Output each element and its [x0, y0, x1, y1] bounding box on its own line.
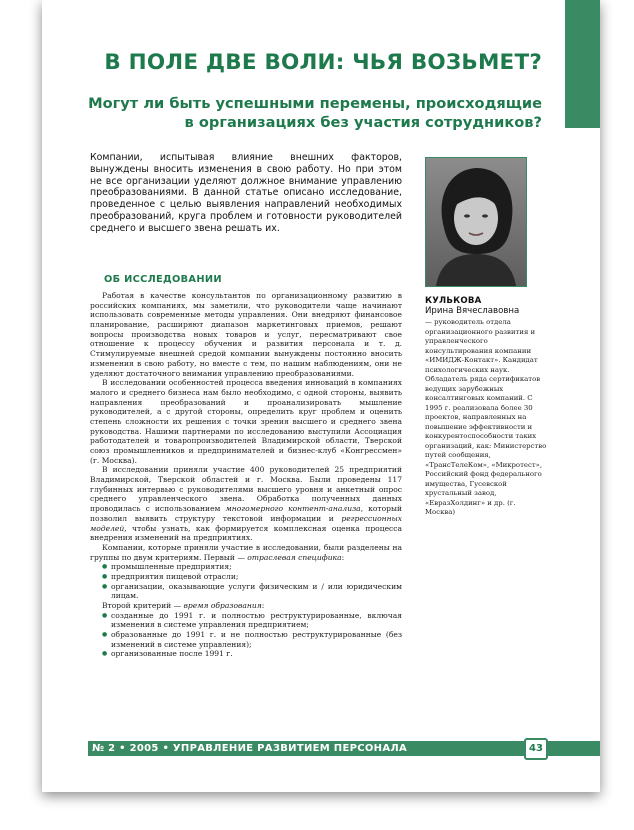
list-item: ● промышленные предприятия;: [102, 562, 402, 572]
author-name-block: [425, 296, 545, 316]
paragraph-3-text-c: , чтобы узнать, как формируется комплексная оценка процесса внедрения изменений на предприятиях.: [90, 523, 402, 543]
paragraph-3-text-a: В исследовании приняли участие 400 руководителей 25 предприятий Владимирской, Тверской областей и г. Москва. Были проведены 117 глубинных интервью с руководителями высшего уровня и анкетный опрос среднего управленческого звена. Обработка полученных данных проводилась с использованием: [90, 465, 402, 514]
criteria-list-1: [90, 562, 402, 601]
article-body: [90, 291, 402, 659]
subtitle-line-2: в организациях без участия сотрудников?: [184, 114, 542, 131]
paragraph-4-text-b: :: [341, 552, 345, 562]
list-item: ● предприятия пищевой отрасли;: [102, 572, 402, 582]
list-item: ● созданные до 1991 г. и полностью реструктурированные, включая изменения в системе управления предприятием;: [102, 611, 402, 630]
paragraph-5-text-b: :: [261, 601, 265, 610]
paragraph-5-text-a: Второй критерий —: [102, 601, 184, 610]
paragraph-4-text-a: Компании, которые приняли участие в исследовании, были разделены на группы по двум критериям. Первый —: [90, 542, 402, 562]
author-photo: [425, 157, 527, 287]
paragraph-5-emphasis: время образования: [183, 601, 262, 610]
author-given-name: Ирина Вячеславовна: [425, 306, 520, 317]
list-item: ● организованные после 1991 г.: [102, 649, 402, 659]
article-title: В ПОЛЕ ДВЕ ВОЛИ: ЧЬЯ ВОЗЬМЕТ?: [104, 50, 542, 75]
paragraph-4: [90, 543, 402, 562]
paragraph-2: В исследовании особенностей процесса введения инноваций в компаниях малого и среднего бизнеса нам было необходимо, с одной стороны, выявить направления преобразований и проанализировать мышление руководителей, а с другой стороны, определить круг проблем и оценить степень сложности их решения с точки зрения высшего и среднего звена руководства. Нашими партнерами по исследованию выступили Ассоциация работодателей и товаропроизводителей Владимирской области, Тверской союз промышленников и предпринимателей и бизнес-клуб «Конгрессмен» (г. Москва).: [90, 378, 402, 465]
paragraph-3-text-b: , который позволил выявить структуру текстовой информации и: [90, 504, 403, 523]
paragraph-3: [90, 465, 402, 543]
article-subtitle: [60, 94, 542, 132]
criteria-list-2: [90, 611, 402, 659]
paragraph-5: [90, 601, 402, 611]
paragraph-4-emphasis: отраслевая специфика: [247, 552, 342, 562]
corner-accent-bar: [565, 0, 600, 128]
page-number: 43: [524, 738, 548, 760]
author-surname: КУЛЬКОВА: [425, 296, 482, 306]
paragraph-3-emphasis-2: регрессионных моделей: [90, 513, 402, 533]
paragraph-3-emphasis-1: многомерного контент-анализа: [225, 504, 361, 514]
author-portrait-image: [426, 158, 526, 286]
author-bio: — руководитель отдела организационного развития и управленческого консультирования компании «ИМИДЖ-Контакт». Кандидат психологических наук. Обладатель ряда сертификатов ведущих зарубежных консалтинговых компаний. С 1995 г. реализовала более 30 проектов, направленных на повышение эффективности и конкурентоспособности таких организаций, как: Министерство путей сообщения, «ТрансТелеКом», «Микротест», Российский фонд федерального имущества, Гусевской хрустальный завод, «ЕвразХолдинг» и др. (г. Москва): [425, 318, 547, 516]
footer-issue-text: № 2 • 2005 • УПРАВЛЕНИЕ РАЗВИТИЕМ ПЕРСОНАЛА: [92, 743, 408, 754]
list-item: ● организации, оказывающие услуги физическим и / или юридическим лицам.: [102, 582, 402, 601]
list-item: ● образованные до 1991 г. и не полностью реструктурированные (без изменений в системе управления);: [102, 630, 402, 649]
section-heading: ОБ ИССЛЕДОВАНИИ: [104, 274, 222, 285]
subtitle-line-1: Могут ли быть успешными перемены, происходящие: [88, 95, 542, 112]
paragraph-1: Работая в качестве консультантов по организационному развитию в российских компаниях, мы заметили, что руководители чаще начинают использовать современные методы управления. Они внедряют финансовое планирование, расширяют диапазон маркетинговых приемов, решают вопросы производства новых товаров и услуг, пересматривают свое отношение к процессу обучения и развития персонала и т. д. Стимулируемые внешней средой компании вынуждены постоянно вносить изменения в свою работу, но вместе с тем, по нашим наблюдениям, они не уделяют достаточного внимания управлению преобразованиями.: [90, 291, 402, 378]
lead-paragraph: Компании, испытывая влияние внешних факторов, вынуждены вносить изменения в свою работу. Но при этом не все организации уделяют должное внимание управлению преобразованиями. В данной статье описано исследование, проведенное с целью выявления направлений необходимых преобразований, круга проблем и готовности руководителей среднего и высшего звена решать их.: [90, 152, 402, 234]
